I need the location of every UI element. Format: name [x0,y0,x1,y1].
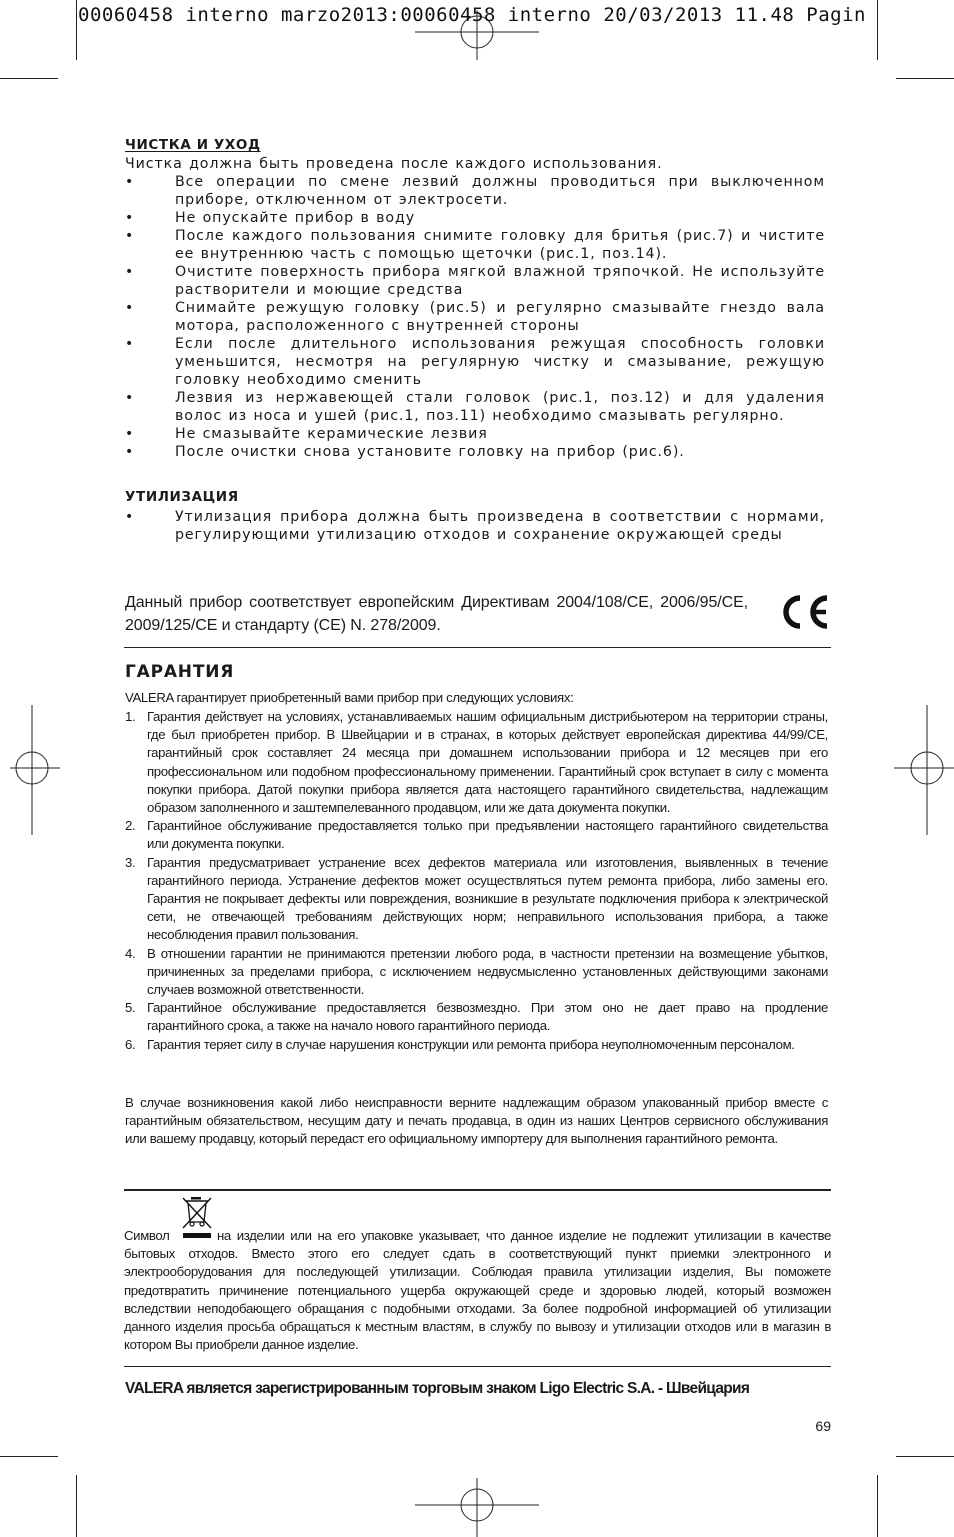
item-number: 5. [125,1000,136,1016]
list-item: • Не опускайте прибор в воду [125,209,825,227]
print-slug: 00060458 interno marzo2013:00060458 interno 20/03/2013 11.48 Pagin [78,4,866,26]
list-item: • После очистки снова установите головку на прибор (рис.6). [125,443,825,461]
list-item: • Утилизация прибора должна быть произведена в соответствии с нормами, регулирующими утилизацию отходов и сохранение окружающей среды [125,508,825,544]
crop-mark [0,78,58,79]
weee-lead: Символ [124,1228,170,1243]
ce-mark-icon [777,592,831,632]
divider [124,647,831,648]
list-item [125,1036,828,1054]
registration-mark-bottom [412,1478,542,1537]
item-text: Гарантия предусматривает устранение всех дефектов материала или изготовления, выявленных в течение гарантийного периода. Устранение дефектов может осуществляться путем ремонта прибора, либо замены его. Гарантия не покрывает дефекты или повреждения, возникшие в результате подключения прибора к электрической сети, не отвечающей требованиям действующих норм; неправильного использования прибора, а также несоблюдения правил пользования. [147,854,828,943]
crop-mark [76,1475,77,1537]
item-number: 1. [125,709,136,724]
crop-mark [877,0,878,60]
divider [124,1189,831,1191]
disposal-title: УТИЛИЗАЦИЯ [125,489,239,505]
list-item [125,817,828,853]
warranty-intro: VALERA гарантирует приобретенный вами прибор при следующих условиях: [125,690,574,705]
list-item [125,945,828,1000]
item-text: Гарантийное обслуживание предоставляется только при предъявлении настоящего гарантийного свидетельства или документа покупки. [147,818,828,852]
list-item [125,999,828,1035]
compliance-text: Данный прибор соответствует европейским Директивам 2004/108/CE, 2006/95/CE, 2009/125/CE и стандарту (CE) N. 278/2009. [125,594,748,634]
list-item [125,854,828,945]
list-item: • Если после длительного использования режущая способность головки уменьшится, несмотря на регулярную чистку и смазывание, режущую головку необходимо сменить [125,335,825,389]
registration-mark-left [10,705,60,835]
crop-mark [896,78,954,79]
list-item: • Снимайте режущую головку (рис.5) и регулярно смазывайте гнездо вала мотора, расположенного с внутренней стороны [125,299,825,335]
item-number: 2. [125,818,136,834]
item-text: Гарантия теряет силу в случае нарушения конструкции или ремонта прибора неуполномоченным персоналом. [147,1036,795,1052]
item-number: 3. [125,854,136,870]
warranty-title: ГАРАНТИЯ [125,662,235,682]
warranty-closing: В случае возникновения какой либо неисправности верните надлежащим образом упакованный прибор вместе с гарантийным обязательством, несущим дату и печать продавца, в один из наших Центров сервисного обслуживания или вашему продавцу, который передаст его официальному импортеру для выполнения гарантийного ремонта. [125,1095,828,1147]
item-text: Гарантийное обслуживание предоставляется безвозмездно. При этом оно не дает право на продление гарантийного срока, а также на начало нового гарантийного периода. [147,1000,828,1034]
page-number: 69 [815,1418,831,1434]
list-item: • Лезвия из нержавеющей стали головок (рис.1, поз.12) и для удаления волос из носа и ушей (рис.1, поз.11) необходимо смазывать регулярно. [125,389,825,425]
crop-mark [0,1456,58,1457]
warranty-list [125,708,828,1054]
list-item: • Не смазывайте керамические лезвия [125,425,825,443]
crop-mark [877,1475,878,1537]
divider [124,1366,831,1367]
cleaning-title: ЧИСТКА И УХОД [125,137,261,153]
item-text: В отношении гарантии не принимаются претензии любого рода, в частности претензии на возмещение убытков, причиненных за пределами прибора, с исключением недвусмысленно установленных действующими законами случаев возможной ответственности. [147,945,828,998]
crop-mark [896,1456,954,1457]
item-text: Гарантия действует на условиях, устанавливаемых нашим официальным дистрибьютером на территории страны, где был приобретен прибор. В Швейцарии и в странах, в которых действует европейская директива 44/99/CE, гарантийный срок составляет 24 месяца при домашнем использовании прибора и 12 месяцев при его профессиональном или подобном профессиональному применении. Гарантийный срок вступает в силу с момента покупки прибора. Датой покупки прибора является дата настоящего гарантийного свидетельства, надлежащим образом заполненного и заштемпелеванного продавцом, или же дата документа покупки. [147,709,828,816]
weee-text: на изделии или на его упаковке указывает, что данное изделие не подлежит утилизации в качестве бытовых отходов. Вместо этого его следует сдать в соответствующий пункт приемки электронного и электрооборудования для последующей утилизации. Соблюдая правила утилизации изделия, Вы поможете предотвратить причинение потенциального ущерба окружающей среде и здоровью людей, который возможен вследствии неподобающего обращания с подобными отходами. За более подробной информацией об утилизации данного изделия просьба обращаться к местным властям, в службу по вывозу и утилизации отходов или в магазин в котором Вы приобрели данное изделие. [124,1228,831,1353]
list-item: • Очистите поверхность прибора мягкой влажной тряпочкой. Не используйте растворители и моющие средства [125,263,825,299]
trademark-notice: VALERA является зарегистрированным торговым знаком Ligo Electric S.A. - Швейцария [125,1380,750,1397]
list-item: • Все операции по смене лезвий должны проводиться при выключенном приборе, отключенном от электросети. [125,173,825,209]
cleaning-intro: Чистка должна быть проведена после каждого использования. [125,156,663,172]
cleaning-list [125,173,825,461]
item-number: 6. [125,1036,136,1052]
crop-mark [76,0,77,60]
list-item: • После каждого пользования снимите головку для бритья (рис.7) и чистите ее внутреннюю часть с помощью щеточки (рис.1, поз.14). [125,227,825,263]
list-item [125,708,828,817]
item-number: 4. [125,945,136,961]
disposal-list [125,508,825,544]
registration-mark-right [894,705,954,835]
